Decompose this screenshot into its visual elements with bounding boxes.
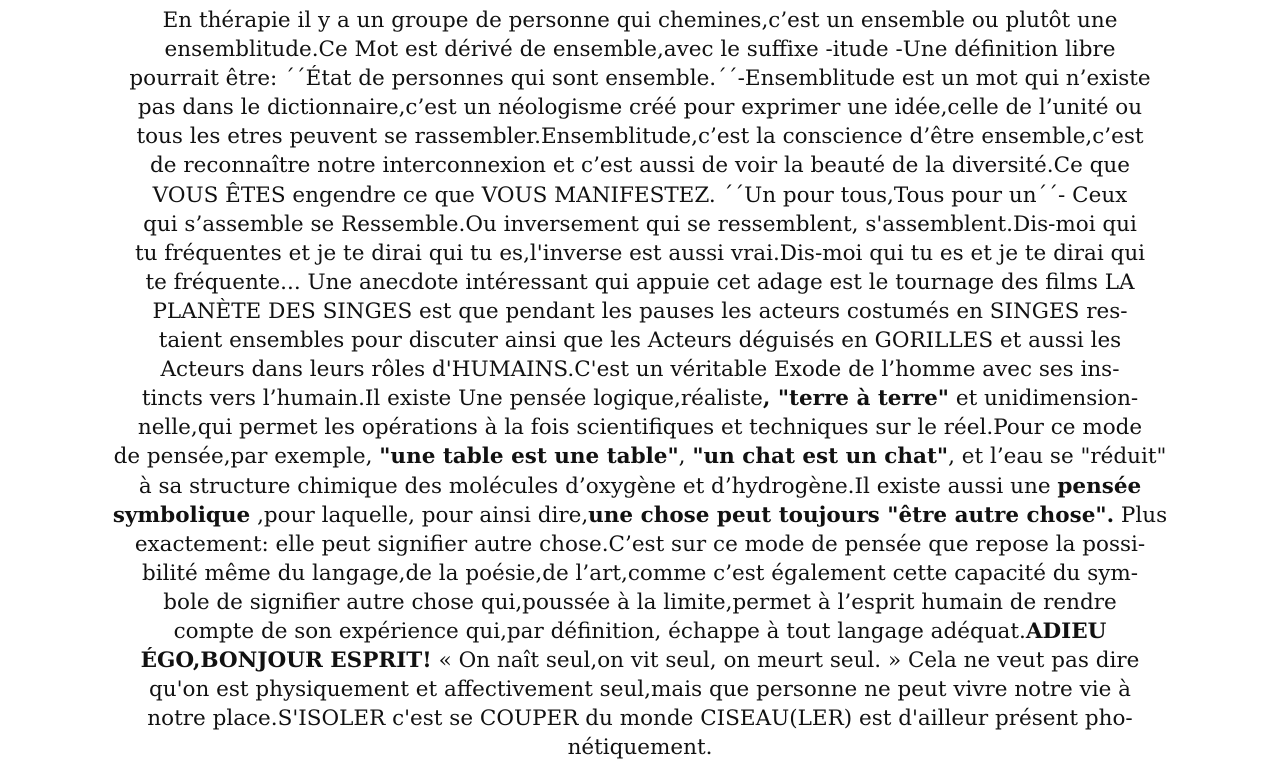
text-segment: ,	[678, 444, 693, 470]
text-line	[100, 617, 1180, 646]
text-segment: nelle,qui permet les opérations à la fois scientifiques et techniques sur le réel.Pour ce mode	[137, 415, 1143, 441]
line-content	[159, 326, 1121, 355]
line-content	[139, 472, 1141, 501]
text-segment: de reconnaître notre interconnexion et c’est aussi de voir la beauté de la diversité.Ce que	[150, 153, 1130, 179]
line-content	[152, 297, 1127, 326]
line-content	[163, 6, 1118, 35]
text-line	[100, 35, 1180, 64]
text-line	[100, 326, 1180, 355]
bold-text-segment: symbolique	[112, 502, 251, 528]
text-segment: taient ensembles pour discuter ainsi que les Acteurs déguisés en GORILLES et aussi les	[158, 328, 1122, 354]
text-line	[100, 268, 1180, 297]
text-segment: de pensée,par exemple,	[113, 444, 380, 470]
line-content	[138, 93, 1142, 122]
text-line	[100, 442, 1180, 471]
text-segment: pourrait être: ´´État de personnes qui sont ensemble.´´-Ensemblitude est un mot qui n’existe	[129, 66, 1151, 92]
line-content	[568, 733, 713, 762]
text-line	[100, 210, 1180, 239]
text-segment: bilité même du langage,de la poésie,de l’art,comme c’est également cette capacité du sym-	[141, 560, 1139, 586]
text-line	[100, 93, 1180, 122]
text-segment: ensemblitude.Ce Mot est dérivé de ensemble,avec le suffixe -itude -Une définition libre	[164, 37, 1116, 63]
line-content	[143, 210, 1137, 239]
line-content	[147, 704, 1132, 733]
text-line	[100, 733, 1180, 762]
text-line	[100, 413, 1180, 442]
line-content	[165, 35, 1116, 64]
bold-text-segment: "un chat est un chat"	[692, 444, 949, 470]
text-segment: à sa structure chimique des molécules d’oxygène et d’hydrogène.Il existe aussi une	[138, 473, 1058, 499]
line-content	[161, 355, 1120, 384]
line-content	[141, 646, 1140, 675]
text-line	[100, 646, 1180, 675]
text-segment: exactement: elle peut signifier autre chose.C’est sur ce mode de pensée que repose la possi-	[134, 531, 1146, 557]
document-body	[100, 6, 1180, 762]
line-content	[135, 530, 1145, 559]
text-line	[100, 64, 1180, 93]
line-content	[114, 442, 1167, 471]
line-content	[113, 501, 1167, 530]
text-segment: tincts vers l’humain.Il existe Une pensée logique,réaliste	[141, 386, 763, 412]
line-content	[142, 559, 1138, 588]
text-segment: pas dans le dictionnaire,c’est un néologisme créé pour exprimer une idée,celle de l’unité ou	[137, 95, 1143, 121]
text-segment: Acteurs dans leurs rôles d'HUMAINS.C'est un véritable Exode de l’homme avec ses ins-	[160, 357, 1120, 383]
text-line	[100, 501, 1180, 530]
text-segment: Plus	[1114, 502, 1168, 528]
bold-text-segment: , "terre à terre"	[762, 386, 950, 412]
line-content	[149, 675, 1131, 704]
text-segment: notre place.S'ISOLER c'est se COUPER du monde CISEAU(LER) est d'ailleur présent pho-	[147, 706, 1133, 732]
text-segment: te fréquente... Une anecdote intéressant qui appuie cet adage est le tournage des films LA	[145, 269, 1135, 295]
text-line	[100, 355, 1180, 384]
text-line	[100, 704, 1180, 733]
line-content	[138, 413, 1142, 442]
bold-text-segment: pensée	[1057, 473, 1142, 499]
line-content	[136, 122, 1143, 151]
line-content	[153, 181, 1128, 210]
text-segment: compte de son expérience qui,par définition, échappe à tout langage adéquat.	[173, 618, 1026, 644]
text-line	[100, 384, 1180, 413]
text-segment: « On naît seul,on vit seul, on meurt seul. » Cela ne veut pas dire	[431, 648, 1140, 674]
text-line	[100, 239, 1180, 268]
bold-text-segment: ADIEU	[1025, 618, 1107, 644]
text-line	[100, 297, 1180, 326]
line-content	[163, 588, 1116, 617]
text-segment: , et l’eau se "réduit"	[948, 444, 1167, 470]
line-content	[145, 268, 1134, 297]
text-line	[100, 6, 1180, 35]
text-line	[100, 675, 1180, 704]
line-content	[129, 64, 1150, 93]
text-line	[100, 559, 1180, 588]
text-segment: ,pour laquelle, pour ainsi dire,	[250, 502, 589, 528]
bold-text-segment: ÉGO,BONJOUR ESPRIT!	[140, 648, 432, 674]
line-content	[135, 239, 1145, 268]
text-segment: En thérapie il y a un groupe de personne qui chemines,c’est un ensemble ou plutôt une	[162, 8, 1118, 33]
text-segment: tu fréquentes et je te dirai qui tu es,l'inverse est aussi vrai.Dis-moi qui tu es et je te dirai qui	[134, 240, 1146, 266]
text-line	[100, 472, 1180, 501]
text-line	[100, 122, 1180, 151]
text-segment: VOUS ÊTES engendre ce que VOUS MANIFESTEZ. ´´Un pour tous,Tous pour un´´- Ceux	[152, 182, 1128, 208]
text-line	[100, 588, 1180, 617]
line-content	[174, 617, 1107, 646]
text-segment: et unidimension-	[949, 386, 1139, 412]
line-content	[150, 151, 1130, 180]
text-line	[100, 151, 1180, 180]
text-segment: qu'on est physiquement et affectivement seul,mais que personne ne peut vivre notre vie à	[149, 677, 1131, 703]
text-segment: PLANÈTE DES SINGES est que pendant les pauses les acteurs costumés en SINGES res-	[152, 298, 1128, 324]
text-segment: qui s’assemble se Ressemble.Ou inversement qui se ressemblent, s'assemblent.Dis-moi qui	[143, 211, 1137, 237]
text-line	[100, 181, 1180, 210]
bold-text-segment: "une table est une table"	[379, 444, 679, 470]
text-line	[100, 530, 1180, 559]
text-segment: nétiquement.	[567, 735, 713, 761]
bold-text-segment: une chose peut toujours "être autre chose".	[588, 502, 1115, 528]
line-content	[142, 384, 1138, 413]
text-segment: tous les etres peuvent se rassembler.Ensemblitude,c’est la conscience d’être ensemble,c’est	[136, 124, 1144, 150]
text-segment: bole de signifier autre chose qui,poussée à la limite,permet à l’esprit humain de rendre	[163, 589, 1117, 615]
